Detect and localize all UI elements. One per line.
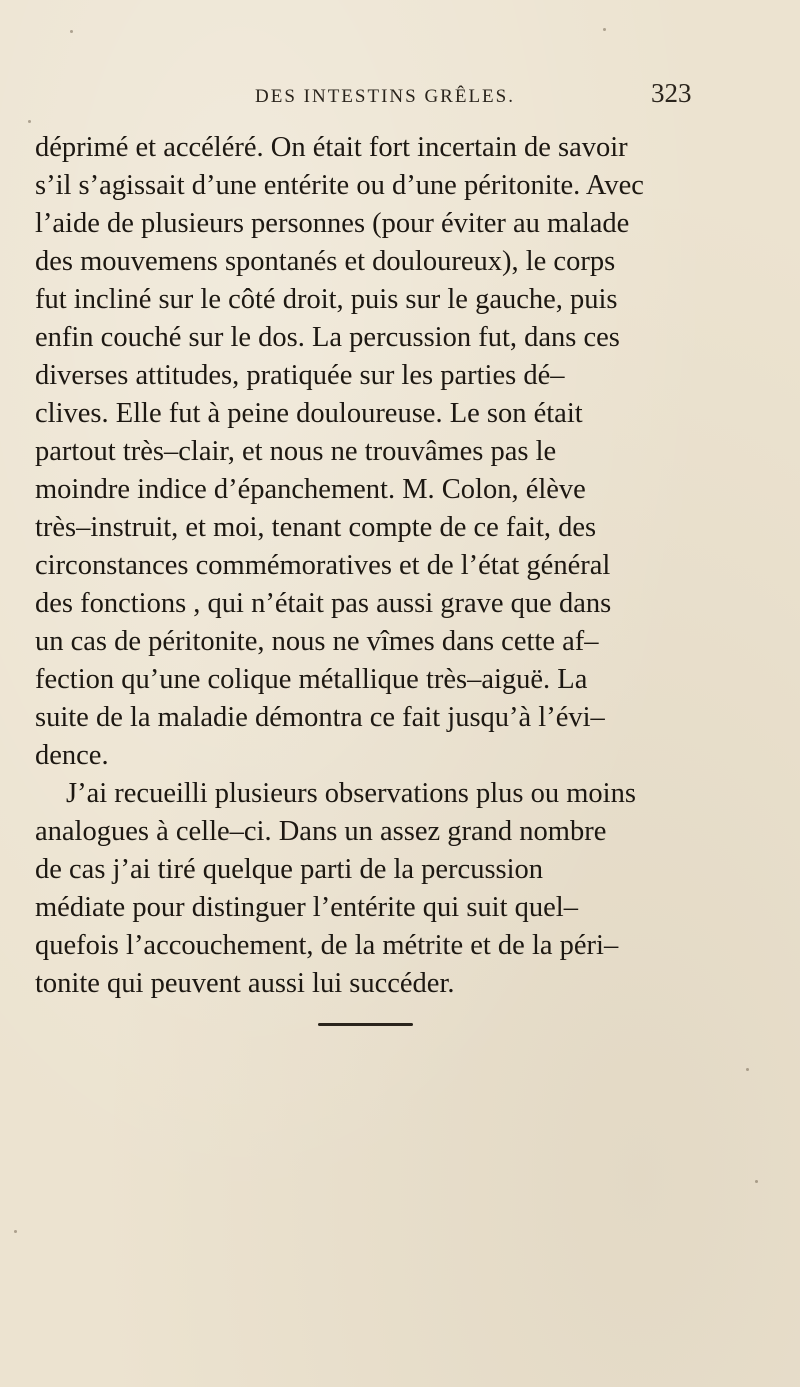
text-line: déprimé et accéléré. On était fort incertain de savoir xyxy=(35,132,628,163)
running-title: DES INTESTINS GRÊLES. xyxy=(255,86,515,107)
text-line: quefois l’accouchement, de la métrite et de la péri– xyxy=(35,930,619,961)
text-line: dence. xyxy=(35,740,109,771)
text-line: des fonctions , qui n’était pas aussi grave que dans xyxy=(35,588,612,619)
paper-speck xyxy=(746,1068,749,1071)
text-line: clives. Elle fut à peine douloureuse. Le son était xyxy=(35,398,583,429)
text-line: suite de la maladie démontra ce fait jusqu’à l’évi– xyxy=(35,702,605,733)
paper-speck xyxy=(28,120,31,123)
text-line: partout très–clair, et nous ne trouvâmes pas le xyxy=(35,436,557,467)
text-line: tonite qui peuvent aussi lui succéder. xyxy=(35,968,455,999)
paper-speck xyxy=(14,1230,17,1233)
text-line: l’aide de plusieurs personnes (pour éviter au malade xyxy=(35,208,630,239)
text-line: très–instruit, et moi, tenant compte de ce fait, des xyxy=(35,512,597,543)
text-line: s’il s’agissait d’une entérite ou d’une péritonite. Avec xyxy=(35,170,644,201)
text-line: moindre indice d’épanchement. M. Colon, élève xyxy=(35,474,586,505)
text-line: fection qu’une colique métallique très–aiguë. La xyxy=(35,664,588,695)
paper-speck xyxy=(70,30,73,33)
page-number: 323 xyxy=(651,78,692,108)
text-line: de cas j’ai tiré quelque parti de la percussion xyxy=(35,854,544,885)
text-line: un cas de péritonite, nous ne vîmes dans cette af– xyxy=(35,626,599,657)
text-line: fut incliné sur le côté droit, puis sur le gauche, puis xyxy=(35,284,618,315)
section-divider xyxy=(318,1023,413,1026)
paragraph-first-line: J’ai recueilli plusieurs observations plus ou moins xyxy=(66,778,636,809)
text-line: circonstances commémoratives et de l’état général xyxy=(35,550,611,581)
paper-speck xyxy=(603,28,606,31)
paper-speck xyxy=(755,1180,758,1183)
text-line: diverses attitudes, pratiquée sur les parties dé– xyxy=(35,360,565,391)
text-line: médiate pour distinguer l’entérite qui suit quel– xyxy=(35,892,578,923)
text-line: enfin couché sur le dos. La percussion fut, dans ces xyxy=(35,322,620,353)
text-line: analogues à celle–ci. Dans un assez grand nombre xyxy=(35,816,607,847)
text-line: des mouvemens spontanés et douloureux), le corps xyxy=(35,246,616,277)
